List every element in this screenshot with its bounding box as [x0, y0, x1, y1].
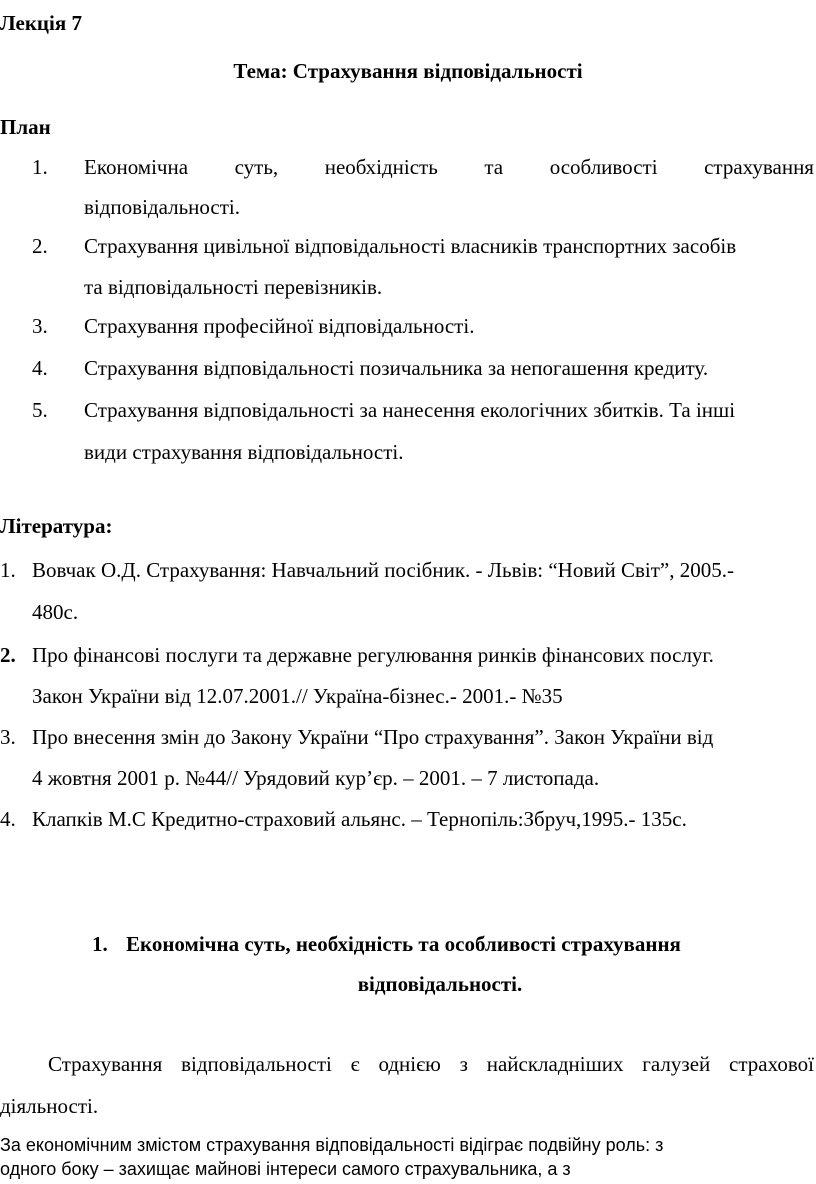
- section-title: Економічна суть, необхідність та особливості страхування: [126, 932, 681, 956]
- plan-item-number: 2.: [32, 234, 48, 258]
- plan-item-line: та відповідальності перевізників.: [84, 275, 383, 299]
- plan-item-number: 4.: [32, 356, 48, 380]
- literature-item-line: Про фінансові послуги та державне регулювання ринків фінансових послуг.: [32, 643, 714, 667]
- section-number: 1.: [92, 932, 108, 956]
- paragraph-line: [48, 1051, 814, 1077]
- word: необхідність: [324, 155, 438, 179]
- word: страхування: [704, 155, 814, 179]
- literature-item-line: Вовчак О.Д. Страхування: Навчальний посібник. - Львів: “Новий Світ”, 2005.-: [32, 558, 734, 582]
- section-title-continued: відповідальності.: [357, 972, 523, 996]
- plan-item-line: види страхування відповідальності.: [84, 440, 404, 464]
- paragraph-line: діяльності.: [0, 1094, 99, 1118]
- word: найскладніших: [486, 1052, 624, 1076]
- literature-item-line: 4 жовтня 2001 р. №44// Урядовий кур’єр. – 2001. – 7 листопада.: [32, 766, 600, 790]
- plan-item-line: Страхування професійної відповідальності.: [84, 314, 475, 338]
- lecture-label: Лекція 7: [0, 11, 82, 35]
- plan-item-line: відповідальності.: [84, 195, 241, 219]
- paragraph-line: За економічним змістом страхування відповідальності відіграє подвійну роль: з: [0, 1135, 664, 1155]
- paragraph-line: одного боку – захищає майнові інтереси самого страхувальника, а з: [0, 1159, 571, 1179]
- plan-heading: План: [0, 115, 51, 139]
- word: та: [484, 155, 504, 179]
- plan-item-number: 5.: [32, 398, 48, 422]
- literature-item-line: 480с.: [32, 600, 79, 624]
- word: є: [350, 1052, 360, 1076]
- literature-item-line: Закон України від 12.07.2001.// Україна-бізнес.- 2001.- №35: [32, 684, 563, 708]
- literature-item-number: 2.: [0, 643, 16, 667]
- literature-heading: Література:: [0, 514, 113, 538]
- word: з: [459, 1052, 468, 1076]
- word: відповідальності: [181, 1052, 332, 1076]
- literature-item-number: 4.: [0, 807, 16, 831]
- literature-item-line: Клапків М.С Кредитно-страховий альянс. – Тернопіль:Збруч,1995.- 135с.: [32, 807, 687, 831]
- word: страхової: [729, 1052, 814, 1076]
- literature-item-number: 3.: [0, 725, 16, 749]
- word: Страхування: [48, 1052, 163, 1076]
- word: Економічна: [84, 155, 189, 179]
- plan-item-number: 3.: [32, 314, 48, 338]
- plan-item-line: Страхування відповідальності за нанесення екологічних збитків. Та інші: [84, 398, 736, 422]
- literature-item-number: 1.: [0, 558, 16, 582]
- plan-item-line: Страхування відповідальності позичальника за непогашення кредиту.: [84, 356, 709, 380]
- topic-title: Тема: Страхування відповідальності: [233, 59, 583, 83]
- plan-item-line: Страхування цивільної відповідальності власників транспортних засобів: [84, 234, 737, 258]
- word: суть,: [234, 155, 279, 179]
- word: однією: [378, 1052, 441, 1076]
- word: особливості: [549, 155, 658, 179]
- plan-item-number: 1.: [32, 155, 48, 179]
- literature-item-line: Про внесення змін до Закону України “Про страхування”. Закон України від: [32, 725, 714, 749]
- word: галузей: [642, 1052, 711, 1076]
- plan-item-line: [84, 154, 814, 180]
